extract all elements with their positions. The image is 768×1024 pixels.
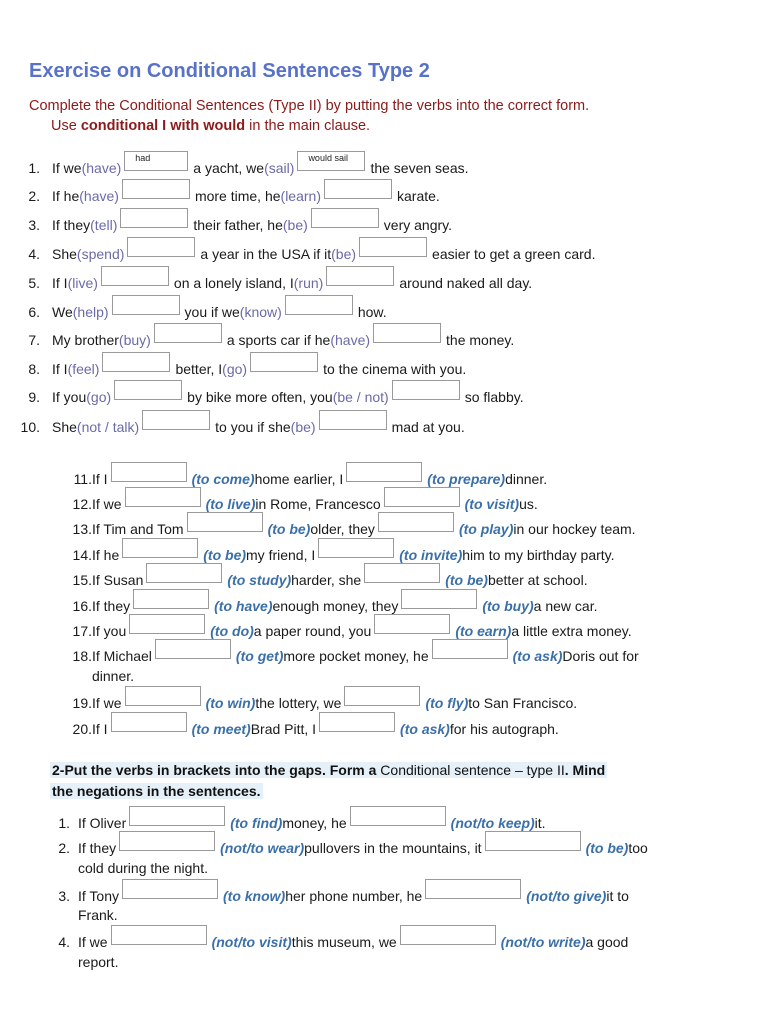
- sentence-text: to the cinema with you.: [323, 361, 467, 377]
- answer-input[interactable]: [346, 462, 422, 482]
- sentence-text: their father, he: [193, 217, 283, 233]
- answer-input[interactable]: [114, 380, 182, 400]
- item-number: 16.: [72, 598, 92, 614]
- exercise-item: [0, 692, 577, 712]
- sentence-text: We: [52, 304, 73, 320]
- sentence-text: If I: [92, 721, 108, 737]
- verb-hint: (have): [81, 160, 122, 176]
- answer-input[interactable]: [373, 323, 441, 343]
- sentence-text: enough money, they: [272, 598, 399, 614]
- sentence-text: If I: [52, 275, 68, 291]
- exercise-item: [0, 301, 387, 321]
- sentence-text: more time, he: [194, 188, 281, 204]
- item-number: 11.: [73, 471, 92, 487]
- item-number: 9.: [28, 389, 40, 405]
- answer-input[interactable]: had: [124, 151, 188, 171]
- sentence-text: If they: [92, 598, 131, 614]
- sentence-text: older, they: [310, 521, 375, 537]
- sentence-text: If he: [92, 547, 120, 563]
- item-number: 20.: [72, 721, 92, 737]
- answer-input[interactable]: [311, 208, 379, 228]
- sentence-text: If we: [92, 496, 122, 512]
- sentence-text: If we: [78, 934, 108, 950]
- answer-input[interactable]: [425, 879, 521, 899]
- answer-input[interactable]: [392, 380, 460, 400]
- answer-input[interactable]: [122, 179, 190, 199]
- answer-input[interactable]: [146, 563, 222, 583]
- sentence-text: better at school.: [487, 572, 588, 588]
- item-number: 15.: [72, 572, 92, 588]
- verb-hint: (be): [282, 217, 308, 233]
- item-number: 3.: [58, 888, 70, 904]
- verb-hint: (have): [79, 188, 119, 204]
- sentence-text: If I: [52, 361, 68, 377]
- verb-hint: (be / not): [332, 389, 389, 405]
- item-number: 4.: [58, 934, 70, 950]
- sentence-text: If they: [52, 217, 91, 233]
- exercise-item: [0, 243, 595, 263]
- answer-input[interactable]: [142, 410, 210, 430]
- sentence-text: harder, she: [291, 572, 362, 588]
- verb-hint: (to study): [227, 572, 292, 588]
- sentence-text: If Tim and Tom: [92, 521, 184, 537]
- verb-hint: (to be): [203, 547, 247, 563]
- verb-hint: (to buy): [482, 598, 534, 614]
- answer-input[interactable]: [485, 831, 581, 851]
- item-number: 18.: [72, 648, 92, 664]
- verb-hint: (go): [222, 361, 248, 377]
- exercise-item: [0, 358, 466, 378]
- item-number: 7.: [28, 332, 40, 348]
- verb-hint: (to meet): [191, 721, 251, 737]
- answer-input[interactable]: [129, 806, 225, 826]
- item-number: 1.: [58, 815, 70, 831]
- sentence-text: very angry.: [383, 217, 453, 233]
- answer-input[interactable]: [326, 266, 394, 286]
- exercise-item: [0, 645, 639, 665]
- sentence-text: around naked all day.: [399, 275, 533, 291]
- verb-hint: (to do): [210, 623, 254, 639]
- verb-hint: (be): [331, 246, 357, 262]
- sentence-text: She: [52, 419, 77, 435]
- answer-input[interactable]: [112, 295, 180, 315]
- answer-input[interactable]: [120, 208, 188, 228]
- heading-text: Conditional sentence – type II: [380, 762, 565, 778]
- answer-input[interactable]: [318, 538, 394, 558]
- sentence-text: it.: [534, 815, 546, 831]
- instruction-text: in the main clause.: [245, 118, 371, 134]
- verb-hint: (to get): [235, 648, 284, 664]
- item-number: 8.: [28, 361, 40, 377]
- item-number: 19.: [72, 695, 92, 711]
- sentence-text: If you: [92, 623, 127, 639]
- sentence-text: my friend, I: [246, 547, 316, 563]
- answer-input[interactable]: [125, 487, 201, 507]
- verb-hint: (to come): [191, 471, 255, 487]
- verb-hint: (to know): [223, 888, 286, 904]
- sentence-text: dinner.: [505, 471, 548, 487]
- instruction-emphasis: conditional I with would: [80, 118, 246, 134]
- sentence-text: Brad Pitt, I: [250, 721, 317, 737]
- sentence-text: If you: [52, 389, 87, 405]
- sentence-text: to San Francisco.: [468, 695, 578, 711]
- heading-text: . Mind: [564, 762, 606, 778]
- sentence-text: you if we: [184, 304, 240, 320]
- sentence-text: the lottery, we: [255, 695, 342, 711]
- instruction-text: Use: [51, 118, 81, 134]
- instruction-line-1: Complete the Conditional Sentences (Type II) by putting the verbs into the correct form.: [29, 98, 590, 114]
- sentence-text: a sports car if he: [226, 332, 331, 348]
- verb-hint: (buy): [118, 332, 151, 348]
- verb-hint: (not/to give): [526, 888, 607, 904]
- item-number: 2.: [58, 840, 70, 856]
- sentence-text: by bike more often, you: [187, 389, 333, 405]
- sentence-text: in Rome, Francesco: [255, 496, 381, 512]
- answer-input[interactable]: [319, 410, 387, 430]
- section-2-heading: [50, 760, 607, 802]
- exercise-item: [0, 272, 532, 292]
- sentence-text: a good: [585, 934, 629, 950]
- answer-input[interactable]: [324, 179, 392, 199]
- answer-input[interactable]: [122, 538, 198, 558]
- answer-input[interactable]: [401, 589, 477, 609]
- answer-input[interactable]: would sail: [297, 151, 365, 171]
- verb-hint: (be): [290, 419, 316, 435]
- sentence-text: She: [52, 246, 77, 262]
- sentence-text: it to: [606, 888, 629, 904]
- wrapped-line: report.: [78, 954, 119, 970]
- verb-hint: (to win): [205, 695, 256, 711]
- exercise-item: [0, 493, 538, 513]
- answer-input[interactable]: [187, 512, 263, 532]
- sentence-text: a new car.: [533, 598, 598, 614]
- exercise-item: [0, 885, 629, 905]
- verb-hint: (tell): [90, 217, 118, 233]
- answer-input[interactable]: [364, 563, 440, 583]
- sentence-text: If I: [92, 471, 108, 487]
- exercise-item: [0, 214, 452, 234]
- exercise-item: [0, 569, 588, 589]
- answer-input[interactable]: [359, 237, 427, 257]
- verb-hint: (to play): [458, 521, 514, 537]
- wrapped-line: cold during the night.: [78, 860, 208, 876]
- verb-hint: (know): [239, 304, 282, 320]
- sentence-text: better, I: [175, 361, 223, 377]
- exercise-item: [0, 185, 440, 205]
- verb-hint: (not/to write): [500, 934, 586, 950]
- verb-hint: (to ask): [512, 648, 563, 664]
- exercise-item: [0, 544, 615, 564]
- item-number: 3.: [28, 217, 40, 233]
- verb-hint: (to visit): [464, 496, 520, 512]
- item-number: 13.: [72, 521, 92, 537]
- item-number: 14.: [72, 547, 92, 563]
- item-number: 1.: [28, 160, 40, 176]
- sentence-text: on a lonely island, I: [173, 275, 294, 291]
- sentence-text: the money.: [446, 332, 515, 348]
- sentence-text: If Susan: [92, 572, 144, 588]
- wrapped-line: Frank.: [78, 907, 118, 923]
- item-number: 10.: [20, 419, 40, 435]
- sentence-text: If we: [92, 695, 122, 711]
- sentence-text: a paper round, you: [253, 623, 372, 639]
- exercise-item: [0, 416, 465, 436]
- item-number: 4.: [28, 246, 40, 262]
- verb-hint: (help): [72, 304, 109, 320]
- answer-input[interactable]: [122, 879, 218, 899]
- item-number: 5.: [28, 275, 40, 291]
- answer-input[interactable]: [344, 686, 420, 706]
- sentence-text: us.: [519, 496, 538, 512]
- sentence-text: a year in the USA if it: [200, 246, 332, 262]
- answer-input[interactable]: [285, 295, 353, 315]
- answer-input[interactable]: [133, 589, 209, 609]
- verb-hint: (to invite): [399, 547, 463, 563]
- sentence-text: pullovers in the mountains, it: [304, 840, 482, 856]
- answer-input[interactable]: [374, 614, 450, 634]
- verb-hint: (to earn): [455, 623, 512, 639]
- instruction-line-2: [51, 118, 370, 134]
- heading-text: 2-Put the verbs in brackets into the gaps. Form a: [52, 762, 381, 778]
- answer-input[interactable]: [154, 323, 222, 343]
- answer-input[interactable]: [378, 512, 454, 532]
- exercise-item: [0, 518, 636, 538]
- answer-input[interactable]: [350, 806, 446, 826]
- verb-hint: (not/to wear): [220, 840, 305, 856]
- wrapped-line: dinner.: [92, 668, 135, 684]
- answer-input[interactable]: [129, 614, 205, 634]
- sentence-text: to you if she: [215, 419, 291, 435]
- verb-hint: (sail): [264, 160, 295, 176]
- verb-hint: (learn): [280, 188, 321, 204]
- verb-hint: (not/to visit): [211, 934, 292, 950]
- verb-hint: (run): [293, 275, 324, 291]
- sentence-text: If he: [52, 188, 80, 204]
- sentence-text: too: [628, 840, 648, 856]
- exercise-item: [0, 931, 628, 951]
- sentence-text: this museum, we: [291, 934, 397, 950]
- exercise-item: [0, 620, 632, 640]
- verb-hint: (to have): [214, 598, 273, 614]
- sentence-text: My brother: [52, 332, 119, 348]
- sentence-text: money, he: [282, 815, 347, 831]
- answer-input[interactable]: [400, 925, 496, 945]
- answer-input[interactable]: [119, 831, 215, 851]
- verb-hint: (to be): [585, 840, 629, 856]
- sentence-text: If Michael: [92, 648, 152, 664]
- answer-input[interactable]: [111, 925, 207, 945]
- verb-hint: (go): [86, 389, 112, 405]
- sentence-text: her phone number, he: [285, 888, 423, 904]
- verb-hint: (to be): [445, 572, 488, 588]
- answer-input[interactable]: [125, 686, 201, 706]
- item-number: 6.: [28, 304, 40, 320]
- answer-input[interactable]: [127, 237, 195, 257]
- verb-hint: (have): [330, 332, 371, 348]
- sentence-text: how.: [357, 304, 387, 320]
- item-number: 12.: [72, 496, 92, 512]
- sentence-text: If they: [78, 840, 117, 856]
- exercise-item: [0, 153, 469, 177]
- sentence-text: If we: [52, 160, 82, 176]
- page-title: Exercise on Conditional Sentences Type 2: [29, 60, 430, 82]
- answer-input[interactable]: [102, 352, 170, 372]
- answer-input[interactable]: [155, 639, 231, 659]
- exercise-item: [0, 837, 648, 857]
- sentence-text: easier to get a green card.: [432, 246, 596, 262]
- exercise-item: [0, 718, 559, 738]
- sentence-text: If Tony: [78, 888, 119, 904]
- verb-hint: (to find): [230, 815, 283, 831]
- sentence-text: more pocket money, he: [283, 648, 429, 664]
- answer-input[interactable]: [250, 352, 318, 372]
- sentence-text: him to my birthday party.: [462, 547, 615, 563]
- verb-hint: (to live): [205, 496, 256, 512]
- sentence-text: so flabby.: [464, 389, 524, 405]
- verb-hint: (to prepare): [427, 471, 506, 487]
- verb-hint: (feel): [67, 361, 100, 377]
- sentence-text: a little extra money.: [511, 623, 632, 639]
- answer-input[interactable]: [319, 712, 395, 732]
- verb-hint: (to be): [267, 521, 311, 537]
- exercise-item: [0, 812, 546, 832]
- answer-input[interactable]: [101, 266, 169, 286]
- item-number: 17.: [72, 623, 92, 639]
- sentence-text: in our hockey team.: [513, 521, 636, 537]
- sentence-text: the seven seas.: [370, 160, 469, 176]
- item-number: 2.: [28, 188, 40, 204]
- verb-hint: (to ask): [400, 721, 450, 737]
- verb-hint: (spend): [76, 246, 125, 262]
- sentence-text: karate.: [397, 188, 440, 204]
- verb-hint: (not/to keep): [450, 815, 535, 831]
- answer-input[interactable]: [111, 712, 187, 732]
- exercise-item: [0, 595, 597, 615]
- exercise-item: [0, 468, 547, 488]
- answer-input[interactable]: [432, 639, 508, 659]
- verb-hint: (to fly): [425, 695, 469, 711]
- sentence-text: Doris out for: [562, 648, 639, 664]
- sentence-text: home earlier, I: [254, 471, 344, 487]
- sentence-text: for his autograph.: [449, 721, 559, 737]
- exercise-item: [0, 329, 514, 349]
- sentence-text: mad at you.: [391, 419, 465, 435]
- answer-input[interactable]: [384, 487, 460, 507]
- sentence-text: a yacht, we: [193, 160, 265, 176]
- verb-hint: (not / talk): [76, 419, 140, 435]
- answer-input[interactable]: [111, 462, 187, 482]
- sentence-text: If Oliver: [78, 815, 127, 831]
- exercise-item: [0, 386, 524, 406]
- verb-hint: (live): [67, 275, 98, 291]
- heading-text: the negations in the sentences.: [52, 783, 261, 799]
